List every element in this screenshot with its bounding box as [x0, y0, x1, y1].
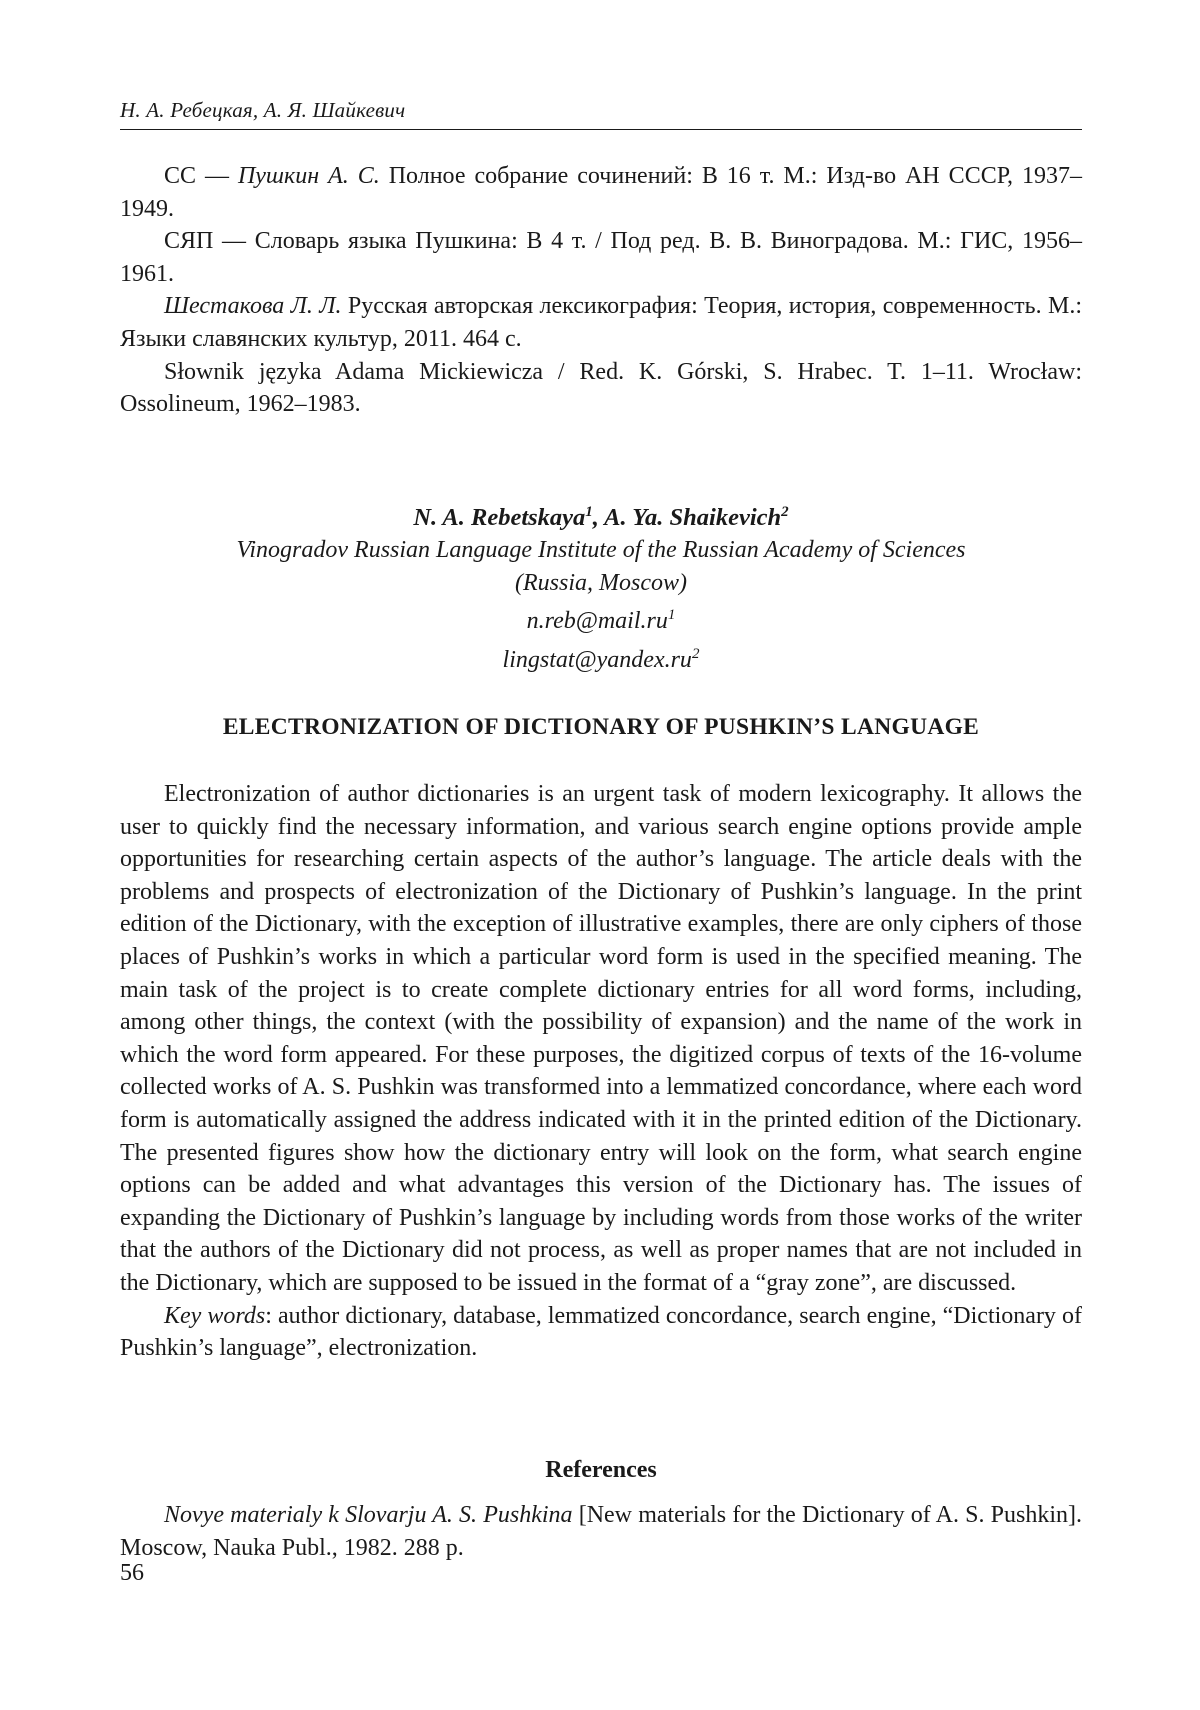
email-2: $lingstat@yandex.ru^2$ [502, 645, 700, 673]
article-title: ELECTRONIZATION OF DICTIONARY OF PUSHKIN’S LANGUAGE [222, 714, 980, 740]
author-names: N. A. Rebetskaya$^1$, A. Ya. Shaikevich$^2$ [413, 504, 789, 532]
reference-item: Słownik języka Adama Mickiewicza / Red. K. Górski, S. Hrabec. T. 1–11. Wrocław: Ossolineum, 1962–1983. [120, 358, 1082, 418]
page-number: 56 [120, 1560, 144, 1586]
affiliation: Vinogradov Russian Language Institute of the Russian Academy of Sciences [236, 537, 966, 564]
reference-item: СЯП — Словарь языка Пушкина: В 4 т. / Под ред. В. В. Виноградова. М.: ГИС, 1956–1961. [120, 228, 1082, 287]
abstract-text: Electronization of author dictionaries is an urgent task of modern lexicography. It allows the user to quickly find the necessary information, and various search engine options provide ample opportunities for researching certain aspects of the author’s language. The article deals with the problems and prospects of electronization of the Dictionary of Pushkin’s language. In the print edition of the Dictionary, with the exception of illustrative examples, there are only ciphers of those places of Pushkin’s works in which a particular word form is used in the specified meaning. The main task of the project is to create complete dictionary entries for all word forms, including, among other things, the context (with the possibility of expansion) and the name of the work in which the word form appeared. For these purposes, the digitized corpus of texts of the 16-volume collected works of A. S. Pushkin was transformed into a lemmatized concordance, where each word form is automatically assigned the address indicated with it in the printed edition of the Dictionary. The presented figures show how the dictionary entry will look on the form, what search engine options can be added and what advantages this version of the Dictionary has. The issues of expanding the Dictionary of Pushkin’s language by including words from those works of the writer that the authors of the Dictionary did not process, as well as proper names that are not included in the Dictionary, which are supposed to be issued in the format of a “gray zone”, are discussed. [120, 781, 1082, 1296]
reference-item: СС — Пушкин А. С. Полное собрание сочинений: В 16 т. М.: Изд-во АН СССР, 1937–1949. [120, 163, 1083, 222]
references-heading: References [545, 1457, 657, 1483]
english-references-list [120, 1499, 1082, 1564]
russian-references-list [120, 160, 1082, 421]
reference-item: Шестакова Л. Л. Русская авторская лексикография: Теория, история, современность. М.: Языки славянских культур, 2011. 464 с. [120, 293, 1082, 352]
running-header: Н. А. Ребецкая, А. Я. Шайкевич [120, 98, 1082, 130]
location: (Russia, Moscow) [515, 569, 687, 596]
abstract [120, 778, 1082, 1365]
email-1: $n.reb@mail.ru^1$ [526, 607, 676, 635]
keywords: Key words: author dictionary, database, lemmatized concordance, search engine, “Dictionary of Pushkin’s language”, electronization. [120, 1302, 1083, 1362]
reference-item: Novye materialy k Slovarju A. S. Pushkina [New materials for the Dictionary of A. S. Pushkin]. Moscow, Nauka Publ., 1982. 288 p. [120, 1502, 1082, 1561]
author-block [120, 496, 1082, 677]
